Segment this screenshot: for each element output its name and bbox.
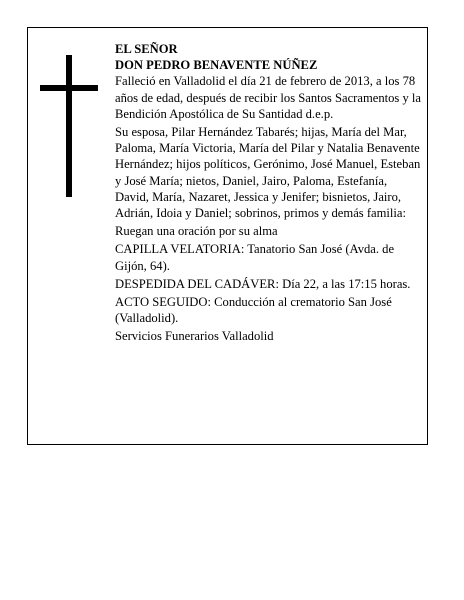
funeral-services: Servicios Funerarios Valladolid [115,329,274,344]
cremation-info: ACTO SEGUIDO: Conducción al crematorio San José (Valladolid). [115,295,392,326]
family-list: Su esposa, Pilar Hernández Tabarés; hijas, María del Mar, Paloma, María Victoria, María del Pilar y Natalia Benavente Hernández; hijos políticos, Gerónimo, José Manuel, Esteban y José María; nietos, Daniel, Jairo, Paloma, Estefanía, David, María, Nazaret, Jessica y Jenifer; bisnietos, Jairo, Adrián, Idoia y Daniel; sobrinos, primos y demás familia: [115,125,421,221]
death-announcement: Falleció en Valladolid el día 21 de febrero de 2013, a los 78 años de edad, después de recibir los Santos Sacramentos y la Bendición Apostólica de Su Santidad d.e.p. [115,74,422,121]
obituary-text [115,41,421,345]
prayer-request: Ruegan una oración por su alma [115,224,278,239]
deceased-title: EL SEÑOR [115,42,178,56]
deceased-name: DON PEDRO BENAVENTE NÚÑEZ [115,58,318,73]
farewell-time: DESPEDIDA DEL CADÁVER: Día 22, a las 17:15 horas. [115,276,411,291]
obituary-notice [27,27,428,445]
cross-icon [40,55,98,197]
wake-location: CAPILLA VELATORIA: Tanatorio San José (Avda. de Gijón, 64). [115,242,395,273]
cross-horizontal-bar [40,85,98,91]
cross-vertical-bar [66,55,72,197]
